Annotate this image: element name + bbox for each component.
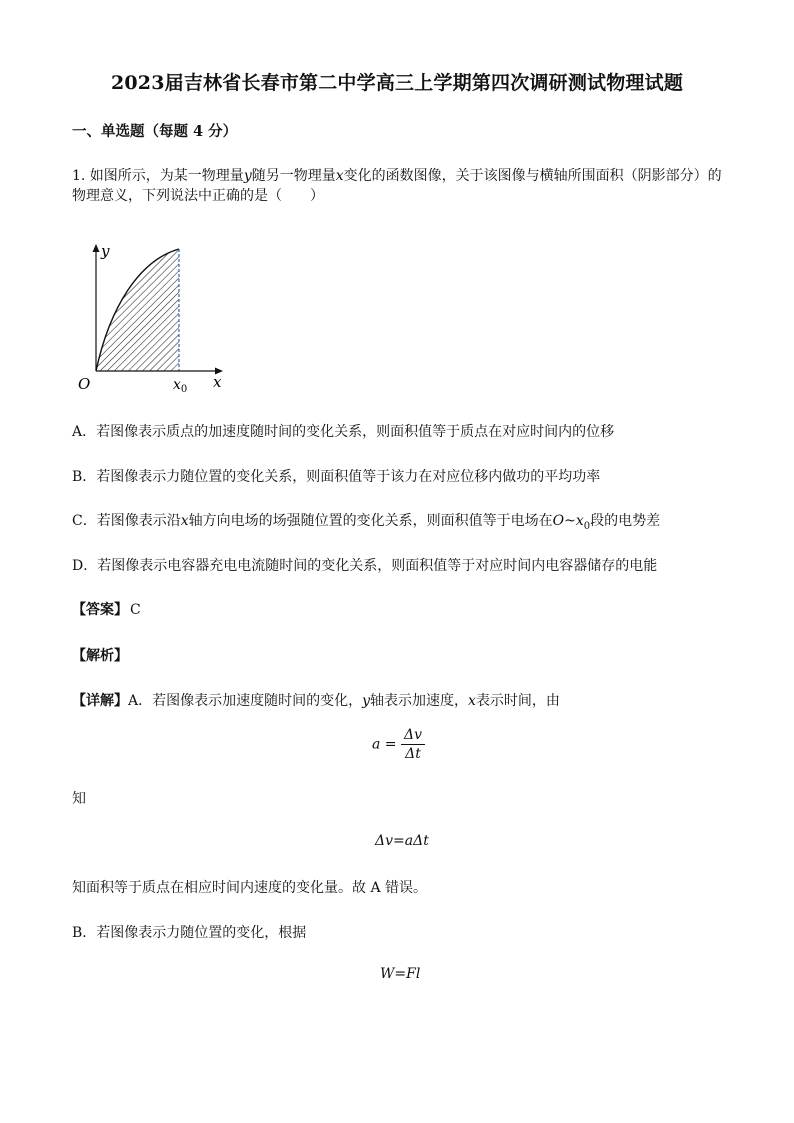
function-graph bbox=[70, 238, 230, 396]
eq1-lhs: a = bbox=[372, 736, 397, 753]
detail-var-y: y bbox=[362, 693, 371, 709]
detail-var-x: x bbox=[468, 693, 476, 709]
eq1-denominator: Δt bbox=[405, 746, 421, 762]
answer-value: C bbox=[130, 602, 141, 618]
detail-label: 【详解】 bbox=[72, 693, 128, 709]
x0-label-main: x bbox=[173, 377, 181, 393]
detail-text-3: 表示时间，由 bbox=[475, 693, 560, 709]
question-1-stem bbox=[72, 166, 732, 206]
detail-line-b: B．若图像表示力随位置的变化，根据 bbox=[72, 925, 307, 941]
q1-var-y: y bbox=[243, 168, 252, 184]
equation-work: W=Fl bbox=[380, 966, 421, 982]
page-title: 2023届吉林省长春市第二中学高三上学期第四次调研测试物理试题 bbox=[110, 72, 684, 94]
y-axis-label: y bbox=[101, 242, 110, 260]
option-b: B．若图像表示力随位置的变化关系，则面积值等于该力在对应位移内做功的平均功率 bbox=[72, 469, 601, 485]
option-c-range-sub: 0 bbox=[583, 520, 591, 532]
option-c-text-1: C．若图像表示沿 bbox=[72, 513, 181, 529]
y-axis-arrow-icon bbox=[93, 244, 100, 252]
option-a: A．若图像表示质点的加速度随时间的变化关系，则面积值等于质点在对应时间内的位移 bbox=[72, 424, 615, 440]
option-c-var-x: x bbox=[180, 513, 189, 529]
option-c-range: O~x bbox=[552, 513, 584, 529]
option-c-text-3: 段的电势差 bbox=[590, 513, 661, 529]
q1-text-1: 1. 如图所示，为某一物理量 bbox=[72, 168, 244, 184]
option-c-text-2: 轴方向电场的场强随位置的变化关系，则面积值等于电场在 bbox=[188, 513, 553, 529]
x0-label bbox=[173, 377, 187, 395]
x0-label-sub: 0 bbox=[180, 384, 188, 395]
shaded-area bbox=[96, 249, 179, 371]
q1-text-2: 随另一物理量 bbox=[251, 168, 336, 184]
equation-velocity-change: Δv=aΔt bbox=[375, 833, 429, 849]
detail-text-2: 轴表示加速度， bbox=[370, 693, 469, 709]
origin-label: O bbox=[78, 375, 91, 393]
q1-var-x: x bbox=[335, 168, 344, 184]
x-axis-label: x bbox=[213, 373, 222, 391]
analysis-label: 【解析】 bbox=[72, 648, 128, 664]
detail-text-1: A．若图像表示加速度随时间的变化， bbox=[128, 693, 363, 709]
section-heading: 一、单选题（每题 4 分） bbox=[72, 123, 238, 140]
option-c bbox=[72, 510, 660, 532]
eq1-fraction bbox=[401, 727, 425, 762]
answer-label: 【答案】 bbox=[72, 602, 128, 618]
eq1-numerator: Δv bbox=[401, 727, 425, 745]
option-d: D．若图像表示电容器充电电流随时间的变化关系，则面积值等于对应时间内电容器储存的电能 bbox=[72, 558, 658, 574]
conclusion-a: 知面积等于质点在相应时间内速度的变化量。故 A 错误。 bbox=[72, 880, 428, 896]
q1-text-3: 变化的函数图像，关于该图像与横轴所围面积（阴影部分）的物理意义，下列说法中正确的是（ ） bbox=[72, 168, 722, 204]
answer bbox=[72, 599, 141, 619]
text-zhi: 知 bbox=[72, 791, 86, 807]
detail-line-a bbox=[72, 690, 560, 710]
equation-acceleration bbox=[372, 727, 425, 762]
